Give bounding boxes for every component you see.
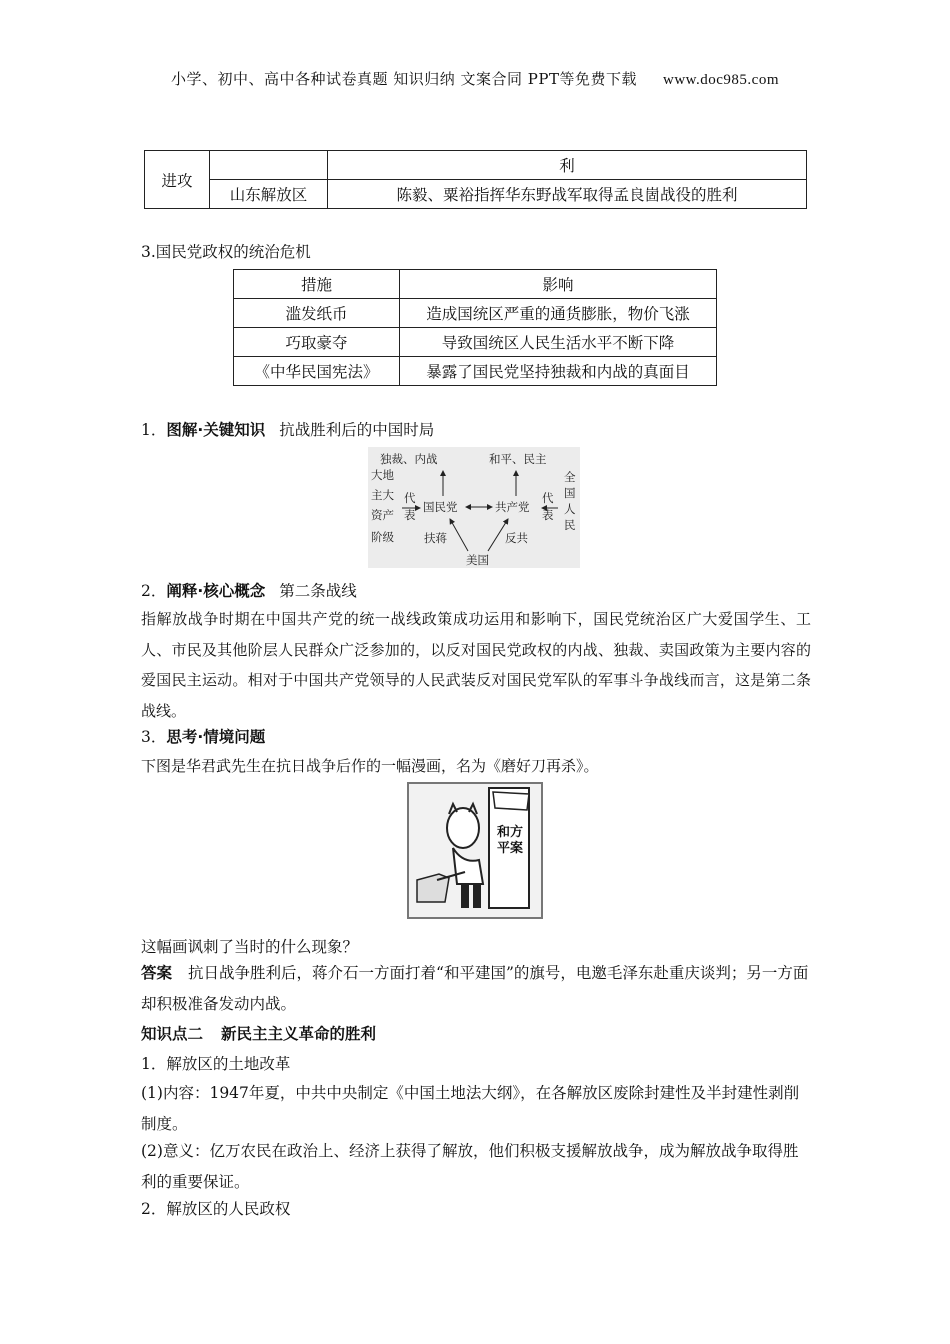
label-peace: 和平、民主 xyxy=(489,452,547,466)
table-cell: 山东解放区 xyxy=(210,180,328,209)
table-cell: 导致国统区人民生活水平不断下降 xyxy=(400,328,717,357)
cartoon-intro: 下图是华君武先生在抗日战争后作的一幅漫画，名为《磨好刀再杀》。 xyxy=(141,757,599,775)
item-label: 阐释·核心概念 xyxy=(166,582,266,600)
left-class-2: 主大 xyxy=(371,488,394,502)
flag-text-2: 平案 xyxy=(497,841,524,856)
left-class-1: 大地 xyxy=(371,468,394,482)
right-people-2: 国 xyxy=(564,486,576,500)
header-site: www.doc985.com xyxy=(662,72,779,88)
situation-diagram xyxy=(368,447,580,568)
land-reform-significance: (2)意义：亿万农民在政治上、经济上获得了解放，他们积极支援解放战争，成为解放战争取得胜利的重要保证。 xyxy=(141,1142,799,1191)
regime-title: 2．解放区的人民政权 xyxy=(141,1200,291,1218)
label-kmt: 国民党 xyxy=(423,500,458,514)
boot-left xyxy=(461,884,469,908)
label-support: 扶蒋 xyxy=(424,531,447,545)
table-cell: 造成国统区严重的通货膨胀，物价飞涨 xyxy=(400,299,717,328)
figure-head xyxy=(447,808,479,848)
figure-body xyxy=(453,848,483,884)
left-rep-1: 代 xyxy=(404,491,416,505)
land-reform-content: (1)内容：1947年夏，中共中央制定《中国土地法大纲》，在各解放区废除封建性及半封建性剥削制度。 xyxy=(141,1084,800,1133)
answer-text: 抗日战争胜利后，蒋介石一方面打着“和平建国”的旗号，电邀毛泽东赴重庆谈判；另一方面却积极准备发动内战。 xyxy=(141,964,809,1013)
table-cell: 进攻 xyxy=(145,151,210,209)
right-people-3: 人 xyxy=(564,502,576,516)
table-cell: 暴露了国民党坚持独裁和内战的真面目 xyxy=(400,357,717,386)
cartoon-svg xyxy=(409,784,541,917)
item-number: 2． xyxy=(141,582,167,600)
table-header: 措施 xyxy=(234,270,400,299)
item-number: 3． xyxy=(141,728,167,746)
item-1-heading xyxy=(141,418,434,440)
item-number: 1． xyxy=(141,421,167,439)
boot-right xyxy=(473,884,481,908)
label-anti: 反共 xyxy=(505,531,528,545)
battles-table xyxy=(144,150,807,209)
section-3-title: 3.国民党政权的统治危机 xyxy=(141,243,311,261)
right-people-1: 全 xyxy=(564,470,576,484)
left-class-3: 资产 xyxy=(371,508,394,522)
item-text: 抗战胜利后的中国时局 xyxy=(279,421,435,439)
land-reform-title: 1．解放区的土地改革 xyxy=(141,1055,291,1073)
knowledge-point-2 xyxy=(141,1022,376,1044)
arrow xyxy=(450,519,468,551)
label-dictatorship: 独裁、内战 xyxy=(380,452,438,466)
knowledge-title: 新民主主义革命的胜利 xyxy=(221,1025,377,1043)
answer-label: 答案 xyxy=(141,964,173,982)
knowledge-label: 知识点二 xyxy=(141,1025,204,1043)
item-2-heading xyxy=(141,579,357,601)
page-header xyxy=(0,68,950,89)
right-people-4: 民 xyxy=(564,518,576,532)
table-cell: 利 xyxy=(328,151,807,180)
item-text: 第二条战线 xyxy=(279,582,357,600)
answer-paragraph xyxy=(141,958,811,1020)
flag-banner xyxy=(493,792,529,810)
header-text: 小学、初中、高中各种试卷真题 知识归纳 文案合同 PPT等免费下载 xyxy=(170,70,637,88)
label-usa: 美国 xyxy=(466,553,489,567)
right-rep-1: 代 xyxy=(542,491,554,505)
table-cell xyxy=(210,151,328,180)
item-3-heading xyxy=(141,725,265,747)
cartoon-image xyxy=(407,782,543,919)
table-cell: 陈毅、粟裕指挥华东野战军取得孟良崮战役的胜利 xyxy=(328,180,807,209)
table-header: 影响 xyxy=(400,270,717,299)
label-ccp: 共产党 xyxy=(495,500,530,514)
crisis-table xyxy=(233,269,717,386)
right-rep-2: 表 xyxy=(542,508,554,522)
question: 这幅画讽刺了当时的什么现象？ xyxy=(141,938,359,956)
diagram-svg xyxy=(368,447,580,568)
flag-text-1: 和方 xyxy=(497,825,524,840)
item-label: 图解·关键知识 xyxy=(166,421,266,439)
table-cell: 滥发纸币 xyxy=(234,299,400,328)
concept-paragraph: 指解放战争时期在中国共产党的统一战线政策成功运用和影响下，国民党统治区广大爱国学生、工人、市民及其他阶层人民群众广泛参加的，以反对国民党政权的内战、独裁、卖国政策为主要内容的爱国民主运动。相对于中国共产党领导的人民武装反对国民党军队的军事斗争战线而言，这是第二条战线。 xyxy=(141,610,811,720)
left-class-4: 阶级 xyxy=(371,530,394,544)
item-label: 思考·情境问题 xyxy=(166,728,266,746)
table-cell: 《中华民国宪法》 xyxy=(234,357,400,386)
left-rep-2: 表 xyxy=(404,508,416,522)
table-cell: 巧取豪夺 xyxy=(234,328,400,357)
